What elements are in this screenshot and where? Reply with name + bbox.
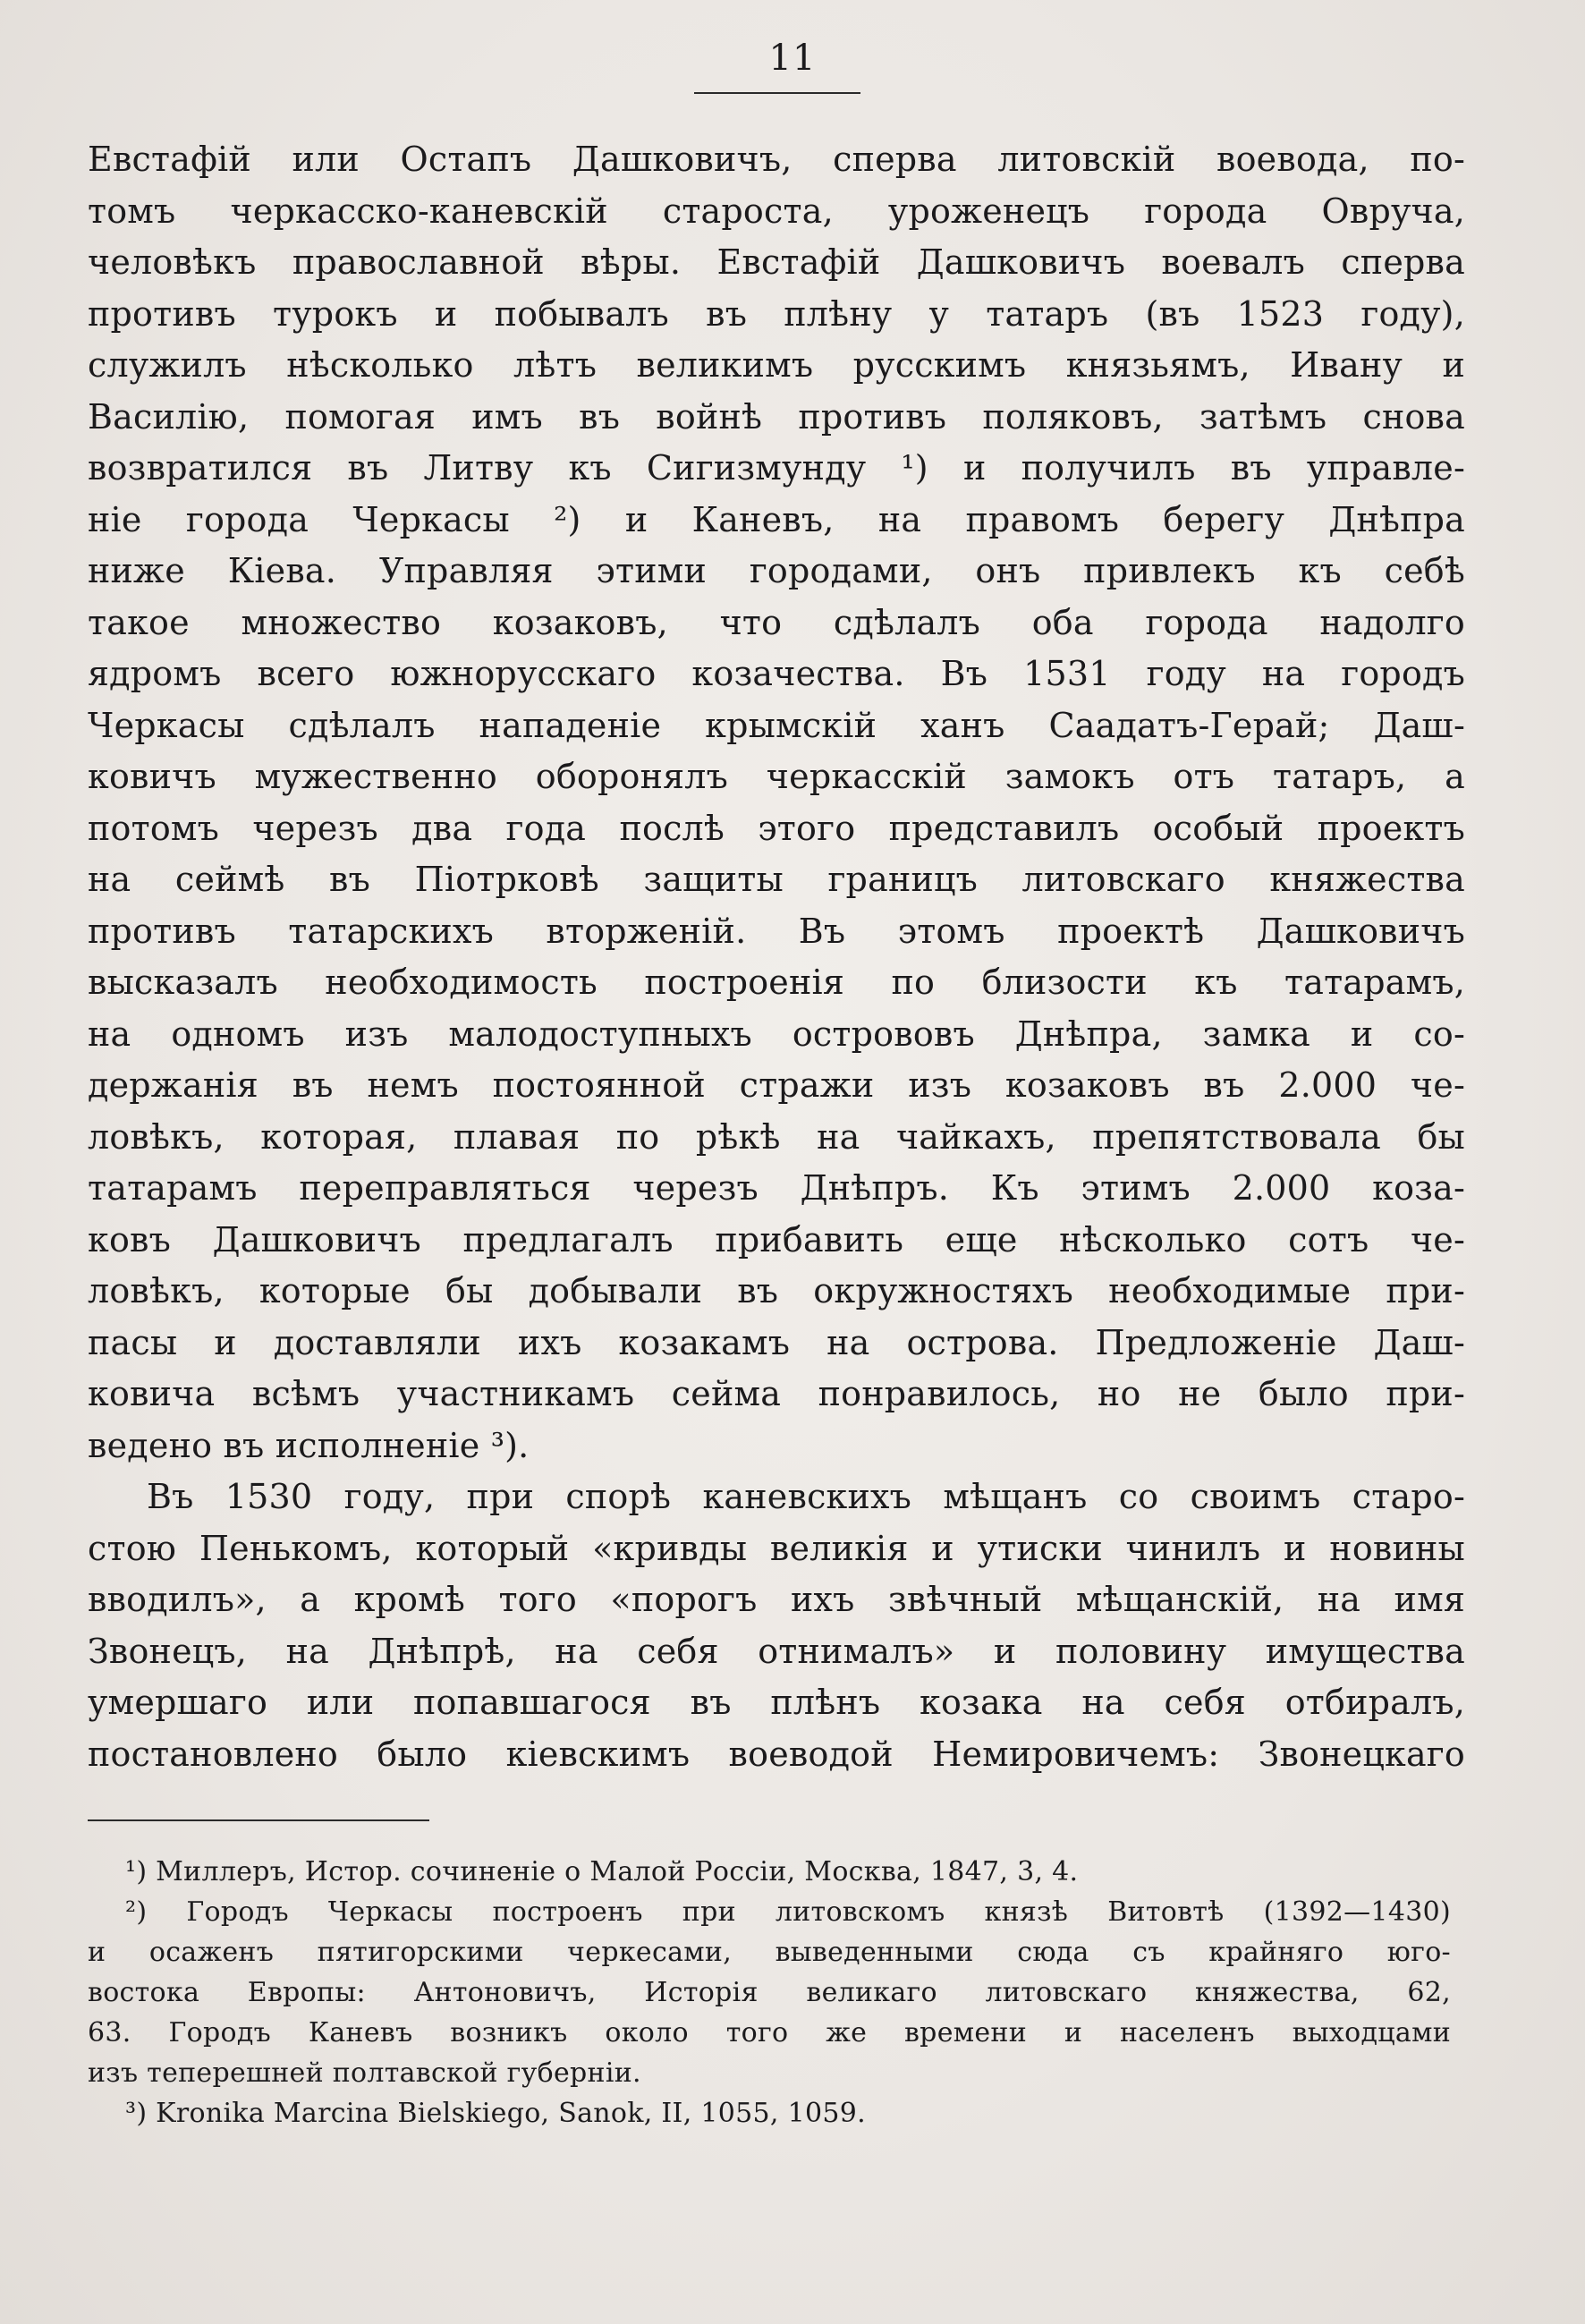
text-line: постановлено было кіевскимъ воеводой Немировичемъ: Звонецкаго xyxy=(88,1734,1465,1774)
text-line: стою Пенькомъ, который «кривды великія и утиски чинилъ и новины xyxy=(88,1528,1465,1568)
footnote-rule xyxy=(88,1819,429,1821)
text-line: ловѣкъ, которая, плавая по рѣкѣ на чайкахъ, препятствовала бы xyxy=(88,1116,1465,1157)
body-text xyxy=(88,134,1465,1780)
text-line: ловѣкъ, которые бы добывали въ окружностяхъ необходимые при- xyxy=(88,1271,1465,1310)
footnote-line: и осаженъ пятигорскими черкесами, выведенными сюда съ крайняго юго- xyxy=(88,1937,1451,1968)
text-line: татарамъ переправляться черезъ Днѣпръ. Къ этимъ 2.000 коза- xyxy=(88,1168,1465,1208)
text-line: Въ 1530 году, при спорѣ каневскихъ мѣщанъ со своимъ старо- xyxy=(147,1477,1465,1516)
text-line: человѣкъ православной вѣры. Евстафій Дашковичъ воевалъ сперва xyxy=(88,242,1465,282)
text-line: Василію, помогая имъ въ войнѣ противъ поляковъ, затѣмъ снова xyxy=(88,396,1465,437)
text-line: умершаго или попавшагося въ плѣнъ козака на себя отбиралъ, xyxy=(88,1683,1465,1722)
text-line: высказалъ необходимость построенія по близости къ татарамъ, xyxy=(88,963,1465,1002)
footnote-line: изъ теперешней полтавской губерніи. xyxy=(88,2057,641,2089)
page-number-rule xyxy=(694,92,860,94)
text-line: Евстафій или Остапъ Дашковичъ, сперва литовскій воевода, по- xyxy=(88,140,1465,179)
text-line: держанія въ немъ постоянной стражи изъ козаковъ въ 2.000 че- xyxy=(88,1065,1465,1105)
text-line: ковича всѣмъ участникамъ сейма понравилось, но не было при- xyxy=(88,1374,1465,1413)
footnote-line: востока Европы: Антоновичъ, Исторія великаго литовскаго княжества, 62, xyxy=(88,1977,1451,2008)
footnote-line: ¹) Миллеръ, Истор. сочиненіе о Малой Россіи, Москва, 1847, 3, 4. xyxy=(125,1856,1079,1887)
text-line: томъ черкасско-каневскій староста, уроженецъ города Овруча, xyxy=(88,191,1465,231)
text-line: потомъ черезъ два года послѣ этого представилъ особый проектъ xyxy=(88,808,1465,848)
text-line: ведено въ исполненіе ³). xyxy=(88,1425,530,1465)
text-line: Черкасы сдѣлалъ нападеніе крымскій ханъ Саадатъ-Герай; Даш- xyxy=(88,705,1465,745)
text-line: такое множество козаковъ, что сдѣлалъ оба города надолго xyxy=(88,602,1465,642)
text-line: ковичъ мужественно оборонялъ черкасскій замокъ отъ татаръ, а xyxy=(88,757,1465,796)
footnote-line: 63. Городъ Каневъ возникъ около того же времени и населенъ выходцами xyxy=(88,2017,1451,2048)
text-line: служилъ нѣсколько лѣтъ великимъ русскимъ князьямъ, Ивану и xyxy=(88,345,1465,385)
text-line: противъ турокъ и побывалъ въ плѣну у татаръ (въ 1523 году), xyxy=(88,293,1465,334)
text-line: на одномъ изъ малодоступныхъ острововъ Днѣпра, замка и со- xyxy=(88,1014,1465,1054)
text-line: пасы и доставляли ихъ козакамъ на острова. Предложеніе Даш- xyxy=(88,1322,1465,1362)
text-line: ніе города Черкасы ²) и Каневъ, на правомъ берегу Днѣпра xyxy=(88,499,1465,539)
text-line: противъ татарскихъ вторженій. Въ этомъ проектѣ Дашковичъ xyxy=(88,911,1465,951)
text-line: ядромъ всего южнорусскаго козачества. Въ 1531 году на городъ xyxy=(88,654,1465,693)
footnote-line: ²) Городъ Черкасы построенъ при литовскомъ князѣ Витовтѣ (1392—1430) xyxy=(125,1896,1451,1928)
footnote-line: ³) Kronika Marcina Bielskiego, Sanok, II, 1055, 1059. xyxy=(125,2098,866,2129)
page-number: 11 xyxy=(768,38,817,79)
text-line: на сеймѣ въ Піотрковѣ защиты границъ литовскаго княжества xyxy=(88,860,1465,899)
text-line: возвратился въ Литву къ Сигизмунду ¹) и получилъ въ управле- xyxy=(88,448,1465,488)
text-line: ниже Кіева. Управляя этими городами, онъ привлекъ къ себѣ xyxy=(88,551,1465,590)
text-line: Звонецъ, на Днѣпрѣ, на себя отнималъ» и половину имущества xyxy=(88,1631,1465,1671)
text-line: вводилъ», а кромѣ того «порогъ ихъ звѣчный мѣщанскій, на имя xyxy=(88,1580,1465,1619)
text-line: ковъ Дашковичъ предлагалъ прибавить еще нѣсколько сотъ че- xyxy=(88,1219,1465,1260)
footnotes xyxy=(88,1852,1451,2133)
